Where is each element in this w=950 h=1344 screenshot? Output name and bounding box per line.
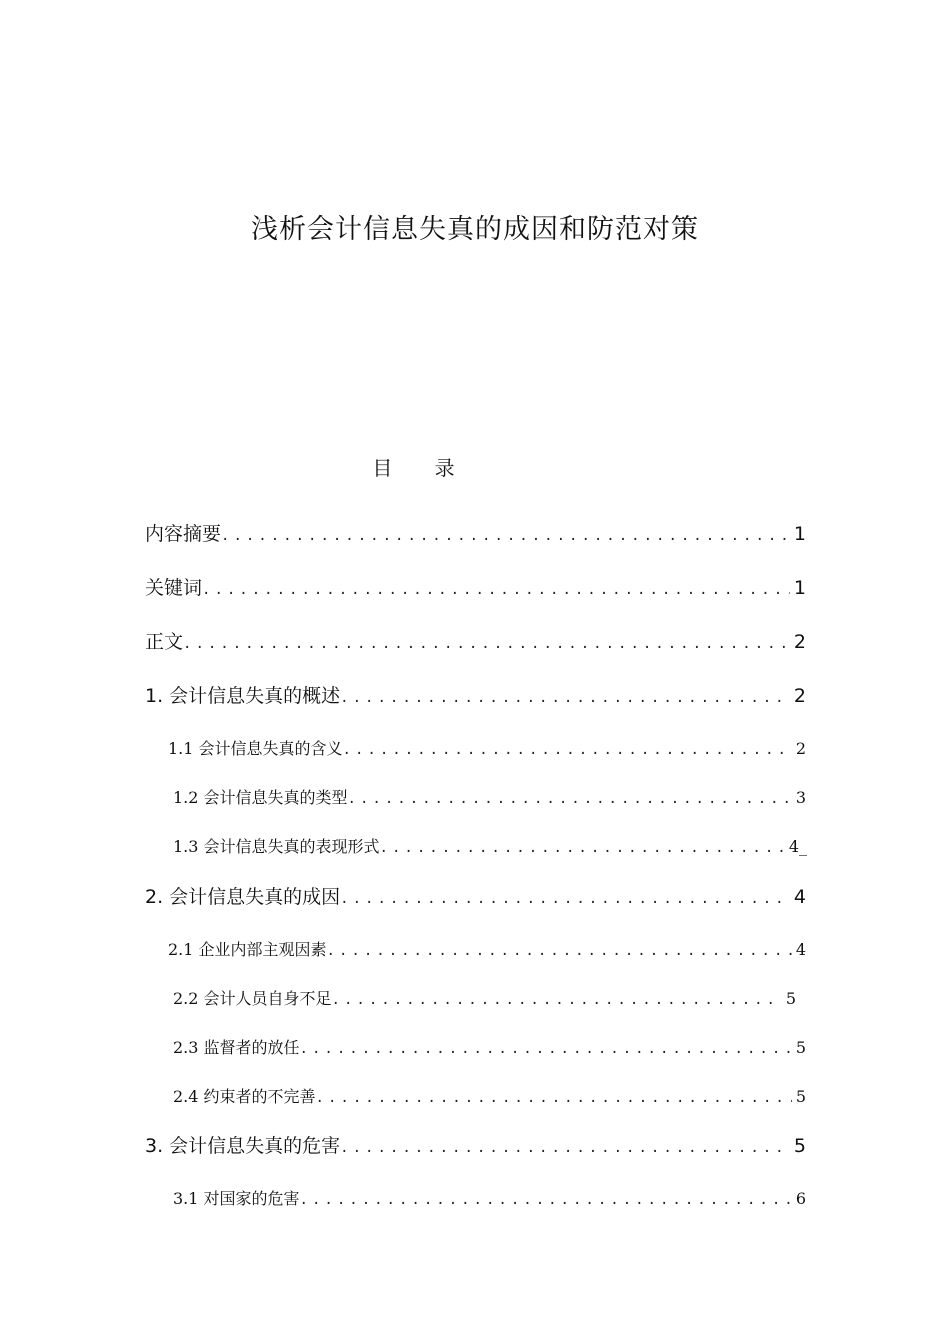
toc-dot-leader: [340, 1133, 790, 1163]
toc-dot-leader: [300, 1035, 792, 1063]
toc-entry[interactable]: [145, 1131, 806, 1163]
toc-entry[interactable]: [145, 681, 806, 713]
toc-entry-page: 3: [795, 788, 806, 807]
toc-dot-leader: [348, 785, 792, 813]
toc-entry[interactable]: [173, 784, 806, 813]
toc-entry-label: 3. 会计信息失真的危害: [145, 1135, 341, 1157]
toc-entry[interactable]: [173, 833, 807, 862]
toc-entry-page: 1: [793, 523, 806, 545]
toc-entry-page: 5: [795, 1038, 806, 1057]
toc-entry-page: 2: [793, 685, 806, 707]
toc-entry-label: 2.2 会计人员自身不足: [173, 989, 332, 1008]
toc-entry-label: 2.1 企业内部主观因素: [168, 940, 327, 959]
toc-entry[interactable]: [173, 1083, 806, 1112]
toc-entry-page: 4: [795, 940, 806, 959]
toc-entry[interactable]: [168, 735, 806, 764]
toc-dot-leader: [380, 834, 785, 862]
toc-entry-label: 内容摘要: [145, 523, 222, 545]
toc-entry[interactable]: [168, 936, 806, 965]
toc-entry-label: 1. 会计信息失真的概述: [145, 685, 341, 707]
toc-dot-leader: [183, 629, 790, 659]
toc-dot-leader: [316, 1084, 792, 1112]
toc-entry-label: 1.2 会计信息失真的类型: [173, 788, 348, 807]
toc-entry-label: 1.3 会计信息失真的表现形式: [173, 837, 380, 856]
toc-heading: 目 录: [372, 456, 473, 480]
toc-dot-leader: [202, 575, 790, 605]
toc-entry-page: 5: [793, 1135, 806, 1157]
toc-entry-page: 1: [793, 577, 806, 599]
toc-entry-page: 4_: [788, 837, 807, 856]
toc-entry-label: 2.4 约束者的不完善: [173, 1087, 316, 1106]
toc-entry-page: 2: [793, 631, 806, 653]
toc-dot-leader: [343, 736, 792, 764]
toc-entry-label: 关键词: [145, 577, 203, 599]
toc-entry-label: 正文: [145, 631, 184, 653]
toc-entry[interactable]: [145, 627, 806, 659]
toc-entry-label: 3.1 对国家的危害: [173, 1189, 300, 1208]
toc-dot-leader: [221, 521, 790, 551]
toc-entry[interactable]: [173, 1034, 806, 1063]
toc-entry-label: 2.3 监督者的放任: [173, 1038, 300, 1057]
toc-entry-page: 4: [793, 886, 806, 908]
toc-entry-page: 5: [795, 1087, 806, 1106]
document-title: 浅析会计信息失真的成因和防范对策: [251, 214, 699, 245]
toc-entry[interactable]: [145, 882, 806, 914]
toc-dot-leader: [300, 1186, 792, 1214]
toc-entry[interactable]: [145, 573, 806, 605]
toc-entry-label: 1.1 会计信息失真的含义: [168, 739, 343, 758]
toc-entry-page: 2: [795, 739, 806, 758]
toc-entry-label: 2. 会计信息失真的成因: [145, 886, 341, 908]
toc-dot-leader: [332, 986, 782, 1014]
toc-entry-page: 5: [785, 989, 796, 1008]
toc-dot-leader: [327, 937, 792, 965]
toc-dot-leader: [340, 683, 790, 713]
toc-entry[interactable]: [173, 1185, 806, 1214]
toc-entry-page: 6: [795, 1189, 806, 1208]
toc-entry[interactable]: [145, 519, 806, 551]
toc-entry[interactable]: [173, 985, 796, 1014]
toc-dot-leader: [340, 884, 790, 914]
